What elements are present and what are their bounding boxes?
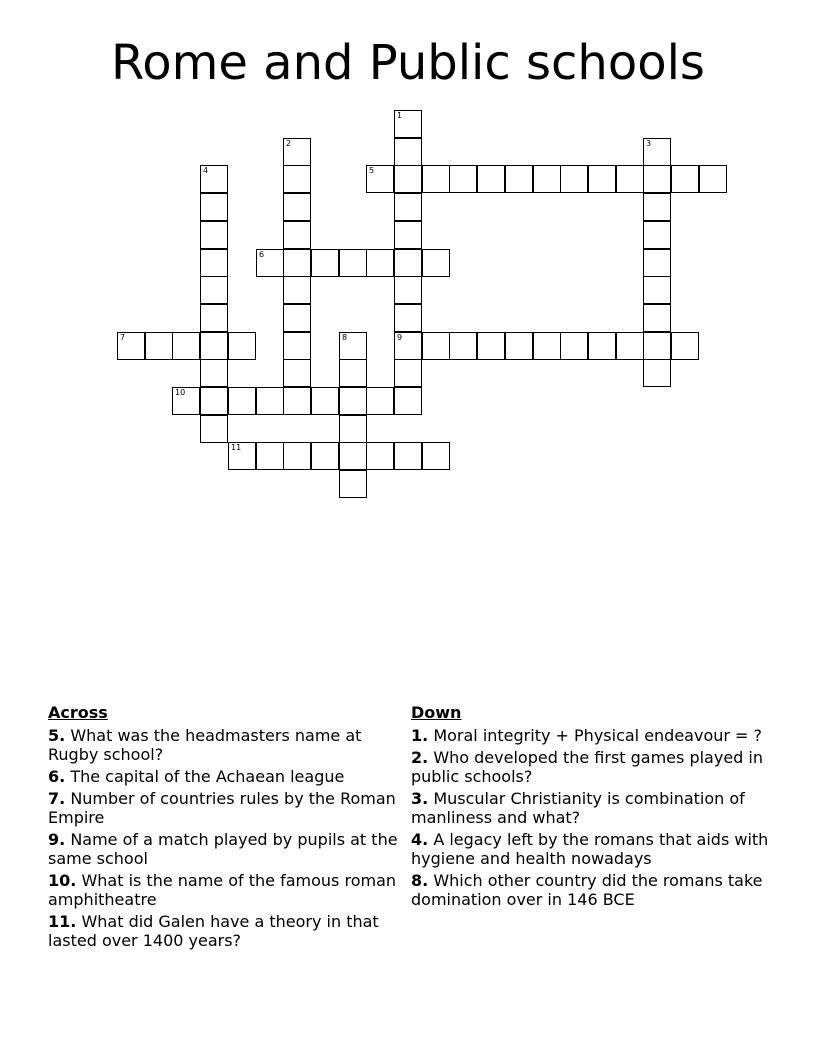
cell-number: 11 <box>231 443 242 452</box>
cell-number: 5 <box>369 166 375 175</box>
clue-text: The capital of the Achaean league <box>70 767 345 786</box>
grid-cell[interactable] <box>366 249 394 277</box>
grid-cell[interactable] <box>228 332 256 360</box>
cell-number: 3 <box>646 139 652 148</box>
grid-cell[interactable] <box>616 165 644 193</box>
grid-cell[interactable] <box>283 276 311 304</box>
clue-number: 9. <box>48 830 66 849</box>
clue-text: Which other country did the romans take domination over in 146 BCE <box>411 871 763 909</box>
grid-cell[interactable] <box>422 332 450 360</box>
cell-number: 6 <box>259 250 265 259</box>
clue-text: What is the name of the famous roman amphitheatre <box>48 871 397 909</box>
clue-text: What was the headmasters name at Rugby school? <box>48 726 362 764</box>
grid-cell[interactable] <box>200 221 228 249</box>
clue-number: 8. <box>411 871 429 890</box>
clue-down-1 <box>411 726 781 745</box>
grid-cell[interactable] <box>366 387 394 415</box>
grid-cell[interactable] <box>256 249 284 277</box>
grid-cell[interactable] <box>228 442 256 470</box>
grid-cell[interactable] <box>643 304 671 332</box>
grid-cell[interactable] <box>643 165 671 193</box>
grid-cell[interactable] <box>283 221 311 249</box>
clue-text: Muscular Christianity is combination of manliness and what? <box>411 789 745 827</box>
clue-number: 3. <box>411 789 429 808</box>
grid-cell[interactable] <box>117 332 145 360</box>
grid-cell[interactable] <box>172 387 200 415</box>
clue-down-2 <box>411 748 781 786</box>
cell-number: 2 <box>286 139 292 148</box>
grid-cell[interactable] <box>533 165 561 193</box>
grid-cell[interactable] <box>560 165 588 193</box>
grid-cell[interactable] <box>200 332 228 360</box>
clue-text: A legacy left by the romans that aids with hygiene and health nowadays <box>411 830 769 868</box>
grid-cell[interactable] <box>283 359 311 387</box>
page-title: Rome and Public schools <box>111 35 705 91</box>
grid-cell[interactable] <box>449 165 477 193</box>
grid-cell[interactable] <box>505 165 533 193</box>
clue-across-7 <box>48 789 398 827</box>
grid-cell[interactable] <box>422 165 450 193</box>
grid-cell[interactable] <box>366 442 394 470</box>
grid-cell[interactable] <box>339 332 367 360</box>
grid-cell[interactable] <box>366 165 394 193</box>
grid-cell[interactable] <box>339 442 367 470</box>
grid-cell[interactable] <box>283 249 311 277</box>
grid-cell[interactable] <box>283 165 311 193</box>
grid-cell[interactable] <box>643 249 671 277</box>
clue-number: 2. <box>411 748 429 767</box>
grid-cell[interactable] <box>311 387 339 415</box>
clue-across-11 <box>48 912 398 950</box>
grid-cell[interactable] <box>200 193 228 221</box>
grid-cell[interactable] <box>228 387 256 415</box>
clue-text: Name of a match played by pupils at the same school <box>48 830 398 868</box>
clue-text: Moral integrity + Physical endeavour = ? <box>433 726 763 745</box>
down-clues <box>411 703 781 912</box>
grid-cell[interactable] <box>394 138 422 166</box>
across-clues <box>48 703 398 953</box>
grid-cell[interactable] <box>643 332 671 360</box>
down-heading: Down <box>411 703 462 722</box>
grid-cell[interactable] <box>588 165 616 193</box>
grid-cell[interactable] <box>339 249 367 277</box>
clue-number: 4. <box>411 830 429 849</box>
grid-cell[interactable] <box>283 332 311 360</box>
cell-number: 8 <box>342 333 348 342</box>
grid-cell[interactable] <box>699 165 727 193</box>
grid-cell[interactable] <box>394 110 422 138</box>
grid-cell[interactable] <box>422 249 450 277</box>
grid-cell[interactable] <box>394 193 422 221</box>
grid-cell[interactable] <box>394 359 422 387</box>
grid-cell[interactable] <box>283 138 311 166</box>
grid-cell[interactable] <box>422 442 450 470</box>
grid-cell[interactable] <box>172 332 200 360</box>
clue-number: 7. <box>48 789 66 808</box>
grid-cell[interactable] <box>394 442 422 470</box>
clue-number: 11. <box>48 912 77 931</box>
grid-cell[interactable] <box>394 165 422 193</box>
grid-cell[interactable] <box>394 249 422 277</box>
grid-cell[interactable] <box>145 332 173 360</box>
grid-cell[interactable] <box>339 415 367 443</box>
grid-cell[interactable] <box>394 276 422 304</box>
grid-cell[interactable] <box>616 332 644 360</box>
clue-text: Who developed the first games played in public schools? <box>411 748 763 786</box>
grid-cell[interactable] <box>200 249 228 277</box>
cell-number: 7 <box>120 333 126 342</box>
grid-cell[interactable] <box>671 332 699 360</box>
grid-cell[interactable] <box>643 276 671 304</box>
grid-cell[interactable] <box>643 359 671 387</box>
clue-text: What did Galen have a theory in that lasted over 1400 years? <box>48 912 379 950</box>
grid-cell[interactable] <box>588 332 616 360</box>
grid-cell[interactable] <box>283 387 311 415</box>
grid-cell[interactable] <box>339 387 367 415</box>
clue-across-10 <box>48 871 398 909</box>
grid-cell[interactable] <box>449 332 477 360</box>
grid-cell[interactable] <box>477 332 505 360</box>
clue-down-8 <box>411 871 781 909</box>
grid-cell[interactable] <box>200 165 228 193</box>
grid-cell[interactable] <box>643 138 671 166</box>
grid-cell[interactable] <box>200 359 228 387</box>
grid-cell[interactable] <box>200 415 228 443</box>
grid-cell[interactable] <box>394 387 422 415</box>
across-heading: Across <box>48 703 108 722</box>
grid-cell[interactable] <box>339 359 367 387</box>
grid-cell[interactable] <box>643 221 671 249</box>
clue-number: 5. <box>48 726 66 745</box>
grid-cell[interactable] <box>200 387 228 415</box>
clue-across-9 <box>48 830 398 868</box>
grid-cell[interactable] <box>311 442 339 470</box>
clue-number: 6. <box>48 767 66 786</box>
clue-text: Number of countries rules by the Roman Empire <box>48 789 396 827</box>
grid-cell[interactable] <box>477 165 505 193</box>
grid-cell[interactable] <box>283 193 311 221</box>
grid-cell[interactable] <box>283 442 311 470</box>
clue-across-6 <box>48 767 398 786</box>
grid-cell[interactable] <box>394 332 422 360</box>
clue-across-5 <box>48 726 398 764</box>
grid-cell[interactable] <box>671 165 699 193</box>
grid-cell[interactable] <box>256 387 284 415</box>
grid-cell[interactable] <box>560 332 588 360</box>
clue-number: 10. <box>48 871 77 890</box>
grid-cell[interactable] <box>394 304 422 332</box>
grid-cell[interactable] <box>339 470 367 498</box>
clue-down-4 <box>411 830 781 868</box>
grid-cell[interactable] <box>283 304 311 332</box>
cell-number: 4 <box>203 166 209 175</box>
grid-cell[interactable] <box>505 332 533 360</box>
grid-cell[interactable] <box>200 304 228 332</box>
grid-cell[interactable] <box>394 221 422 249</box>
cell-number: 9 <box>397 333 403 342</box>
grid-cell[interactable] <box>256 442 284 470</box>
grid-cell[interactable] <box>311 249 339 277</box>
grid-cell[interactable] <box>533 332 561 360</box>
grid-cell[interactable] <box>200 276 228 304</box>
cell-number: 10 <box>175 388 186 397</box>
clue-number: 1. <box>411 726 429 745</box>
grid-cell[interactable] <box>643 193 671 221</box>
cell-number: 1 <box>397 111 403 120</box>
clue-down-3 <box>411 789 781 827</box>
